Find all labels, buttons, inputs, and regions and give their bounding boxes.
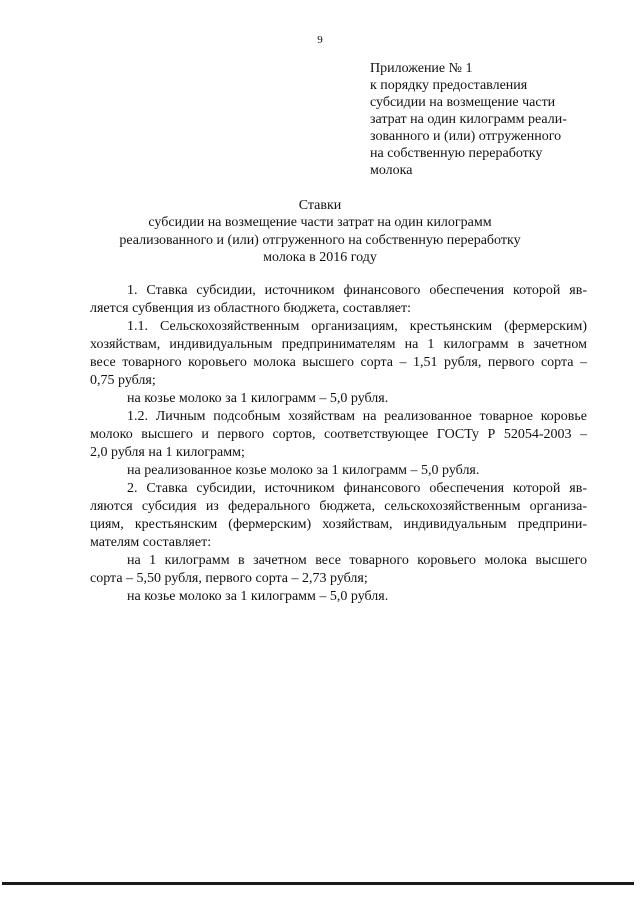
- appendix-line: к порядку предоставления: [370, 78, 528, 93]
- appendix-line: молока: [370, 163, 413, 178]
- paragraph-line: 2,0 рубля на 1 килограмм;: [90, 445, 245, 460]
- paragraph-line: 0,75 рубля;: [90, 373, 156, 388]
- subtitle-line: реализованного и (или) отгруженного на собственную переработку: [119, 232, 521, 248]
- document-title: Ставки: [298, 198, 342, 213]
- paragraph-line: весе товарного коровьего молока высшего сорта – 1,51 рубля, первого сорта –: [90, 355, 587, 370]
- paragraph-line: ляются субсидия из федерального бюджета, сельскохозяйственным организа-: [90, 499, 587, 514]
- appendix-line: Приложение № 1: [370, 61, 473, 76]
- paragraph-line: на 1 килограмм в зачетном весе товарного коровьего молока высшего: [127, 553, 587, 568]
- paragraph-line: 1. Ставка субсидии, источником финансового обеспечения которой яв-: [127, 283, 587, 298]
- paragraph-line: мателям составляет:: [90, 535, 212, 550]
- appendix-header: [370, 60, 620, 179]
- paragraph-line: молоко высшего и первого сортов, соответствующее ГОСТу Р 52054-2003 –: [90, 427, 587, 442]
- paragraph-line: 1.1. Сельскохозяйственным организациям, крестьянским (фермерским): [127, 319, 587, 334]
- appendix-line: зованного и (или) отгруженного: [370, 129, 562, 144]
- document-subtitle: [40, 214, 600, 267]
- subtitle-line: молока в 2016 году: [263, 250, 377, 265]
- paragraph-line: хозяйствам, индивидуальным предпринимателям на 1 килограмм в зачетном: [90, 337, 587, 352]
- appendix-line: на собственную переработку: [370, 146, 543, 161]
- page-number: 9: [317, 34, 323, 46]
- bottom-divider: [2, 882, 634, 885]
- paragraph-line: циям, крестьянским (фермерским) хозяйствам, индивидуальным предприни-: [90, 517, 587, 532]
- paragraph-line: на козье молоко за 1 килограмм – 5,0 рубля.: [127, 589, 389, 604]
- paragraph-line: ляется субвенция из областного бюджета, составляет:: [90, 301, 411, 316]
- paragraph-line: сорта – 5,50 рубля, первого сорта – 2,73 рубля;: [90, 571, 368, 586]
- paragraph-line: на козье молоко за 1 килограмм – 5,0 рубля.: [127, 391, 389, 406]
- paragraph-line: 2. Ставка субсидии, источником финансового обеспечения которой яв-: [127, 481, 587, 496]
- paragraph-line: на реализованное козье молоко за 1 килограмм – 5,0 рубля.: [127, 463, 480, 478]
- subtitle-line: субсидии на возмещение части затрат на один килограмм: [148, 215, 492, 230]
- appendix-line: субсидии на возмещение части: [370, 95, 556, 110]
- paragraph-line: 1.2. Личным подсобным хозяйствам на реализованное товарное коровье: [127, 409, 587, 424]
- document-body: [90, 282, 587, 606]
- appendix-line: затрат на один килограмм реали-: [370, 112, 567, 127]
